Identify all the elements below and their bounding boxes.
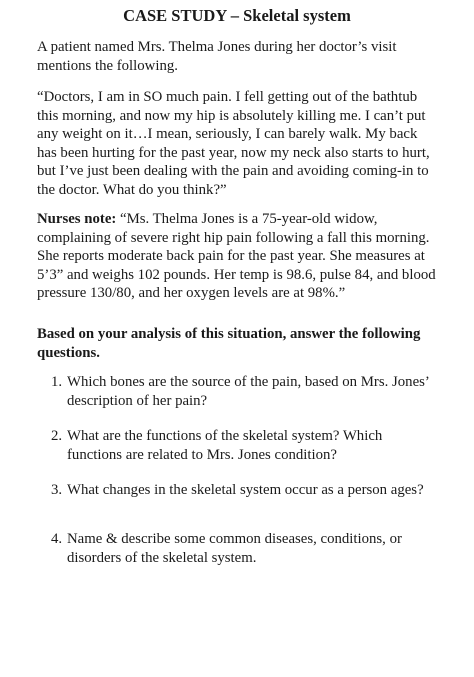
nurses-note-text: “Ms. Thelma Jones is a 75-year-old widow, complaining of severe right hip pain following a fall this morning. She reports moderate back pain for the past year. She measures at 5’3” and weighs 102 pounds. Her temp is 98.6, pulse 84, and blood pressure 130/80, and her oxygen levels are at 98%.” (37, 211, 436, 302)
question-number: 1. (51, 374, 63, 390)
question-text: Which bones are the source of the pain, based on Mrs. Jones’ description of her pain? (67, 374, 429, 409)
question-item (51, 427, 431, 464)
question-text: Name & describe some common diseases, conditions, or disorders of the skeletal system. (67, 531, 402, 566)
intro-paragraph: A patient named Mrs. Thelma Jones during her doctor’s visit mentions the following. (37, 39, 397, 74)
question-number: 4. (51, 531, 63, 547)
page-title: CASE STUDY – Skeletal system (123, 6, 351, 25)
question-number: 2. (51, 428, 63, 444)
patient-quote: “Doctors, I am in SO much pain. I fell getting out of the bathtub this morning, and now my hip is absolutely killing me. I can’t put any weight on it…I mean, seriously, I can barely walk. My back has been hurting for the past year, now my neck also starts to hurt, but I’ve just been dealing with the pain and avoiding coming-in to the doctor. What do you think?” (37, 89, 430, 198)
question-item (51, 373, 431, 410)
question-text: What are the functions of the skeletal system? Which functions are related to Mrs. Jones condition? (67, 428, 383, 463)
question-item (51, 481, 431, 500)
question-item (51, 530, 431, 567)
nurses-note-label: Nurses note: (37, 211, 117, 227)
instructions-paragraph: Based on your analysis of this situation, answer the following questions. (37, 326, 421, 361)
question-number: 3. (51, 482, 63, 498)
nurses-note-paragraph (37, 210, 437, 303)
question-text: What changes in the skeletal system occur as a person ages? (67, 482, 424, 498)
